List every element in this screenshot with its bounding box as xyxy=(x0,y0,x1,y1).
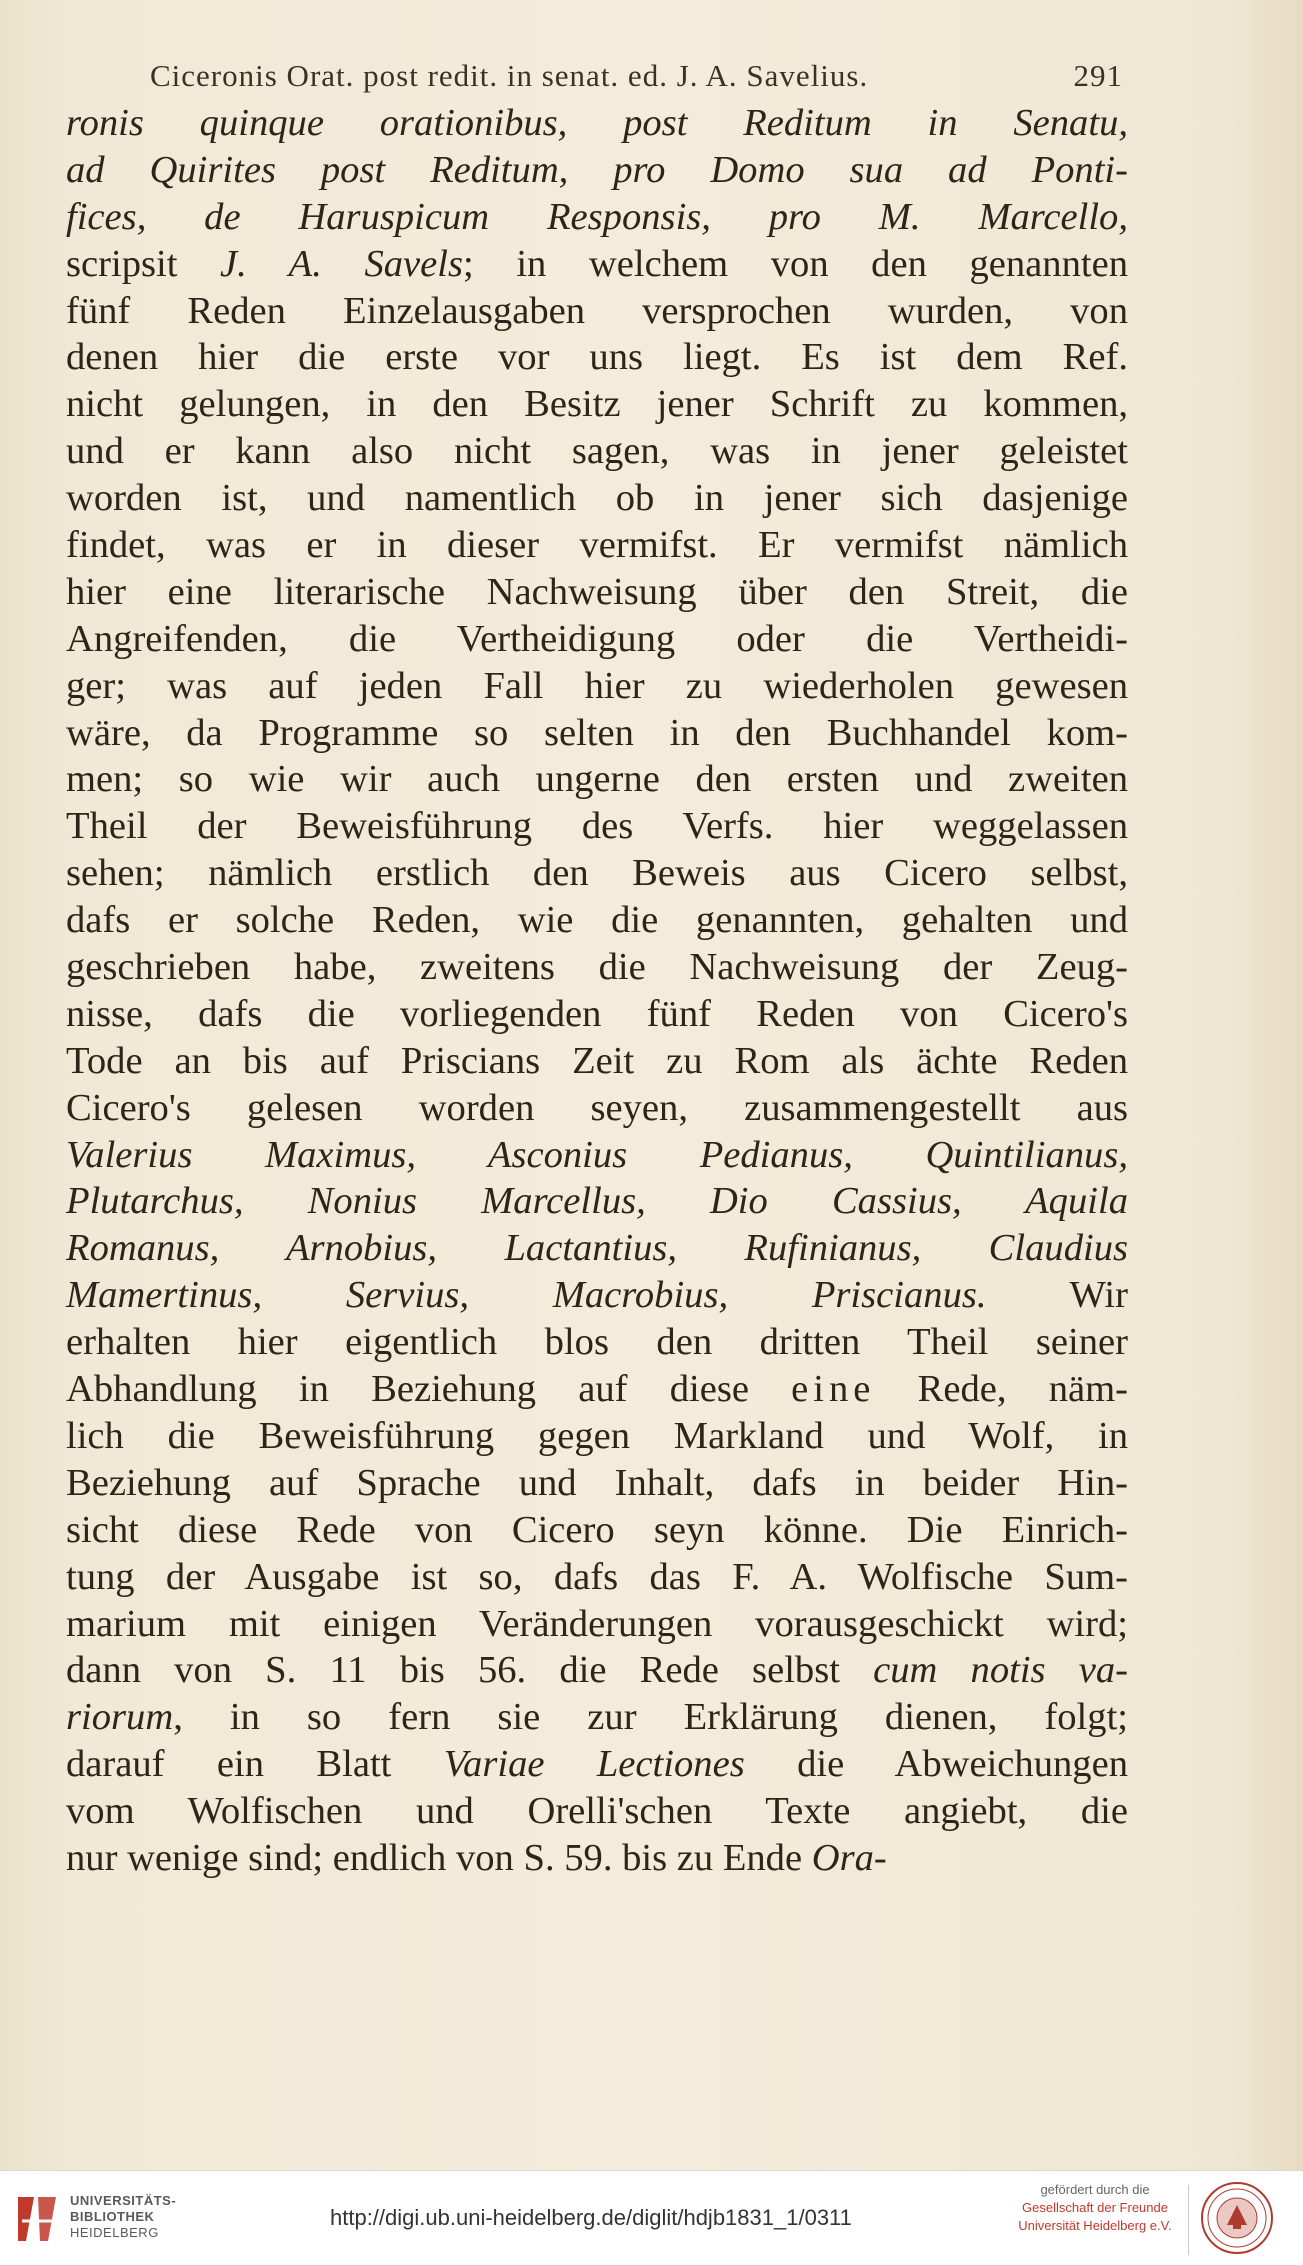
ub-heidelberg-logo-icon[interactable] xyxy=(14,2191,60,2247)
italic-segment: riorum xyxy=(66,1696,174,1739)
text-line xyxy=(66,522,1128,569)
text-line xyxy=(66,147,1128,194)
text-line xyxy=(66,1647,1128,1694)
text-line xyxy=(66,1085,1128,1132)
text-line xyxy=(66,1132,1128,1179)
text-line xyxy=(66,288,1128,335)
italic-segment: Valerius Maximus, Asconius Pedianus, Quintilianus, xyxy=(66,1133,1128,1176)
text-segment: Beziehung auf Sprache und Inhalt, dafs in beider Hin- xyxy=(66,1461,1128,1504)
library-name xyxy=(70,2193,176,2241)
text-segment: worden ist, und namentlich ob in jener sich dasjenige xyxy=(66,477,1128,520)
italic-segment: ronis quinque orationibus, post Reditum in Senatu, xyxy=(66,102,1128,144)
running-title: Ciceronis Orat. post redit. in senat. ed. J. A. Savelius. xyxy=(150,58,869,93)
university-seal-icon[interactable] xyxy=(1200,2181,1274,2255)
permalink-url[interactable]: http://digi.ub.uni-heidelberg.de/diglit/hdjb1831_1/0311 xyxy=(330,2205,852,2230)
sponsor-intro: gefördert durch die xyxy=(1040,2182,1150,2197)
text-segment: Wir xyxy=(986,1274,1128,1317)
library-name-line-2: BIBLIOTHEK xyxy=(70,2209,155,2224)
text-segment: dann von S. 11 bis 56. die Rede selbst xyxy=(66,1649,874,1692)
text-segment: vom Wolfischen und Orelli'schen Texte angiebt, die xyxy=(66,1790,1128,1833)
text-segment: marium mit einigen Veränderungen vorausgeschickt wird; xyxy=(66,1602,1128,1645)
text-line xyxy=(66,616,1128,663)
text-segment: lich die Beweisführung gegen Markland und Wolf, in xyxy=(66,1414,1128,1457)
italic-segment: Variae Lectiones xyxy=(443,1743,745,1786)
text-line xyxy=(66,944,1128,991)
text-line xyxy=(66,1178,1128,1225)
text-segment: dafs er solche Reden, wie die genannten, gehalten und xyxy=(66,899,1128,942)
italic-segment: fices, de Haruspicum Responsis, pro M. Marcello, xyxy=(66,195,1128,238)
text-segment: geschrieben habe, zweitens die Nachweisung der Zeug- xyxy=(66,946,1128,989)
text-line xyxy=(66,991,1128,1038)
text-segment: eine xyxy=(791,1368,876,1411)
text-segment: die Abweichungen xyxy=(744,1743,1128,1786)
running-header xyxy=(150,58,1123,94)
sponsor-org-line-1[interactable]: Gesellschaft der Freunde xyxy=(1022,2200,1168,2215)
italic-segment: J. A. Savels xyxy=(220,242,464,285)
text-segment: Angreifenden, die Vertheidigung oder die Vertheidi- xyxy=(66,617,1128,660)
italic-segment: Mamertinus, Servius, Macrobius, Priscianus. xyxy=(66,1274,987,1317)
text-segment: hier eine literarische Nachweisung über den Streit, die xyxy=(66,570,1128,613)
text-segment: Rede, näm- xyxy=(875,1368,1128,1411)
text-line xyxy=(66,663,1128,710)
text-segment: nur wenige sind; endlich von S. 59. bis zu Ende xyxy=(66,1836,812,1879)
text-line xyxy=(66,1741,1128,1788)
text-line xyxy=(66,803,1128,850)
text-segment: denen hier die erste vor uns liegt. Es ist dem Ref. xyxy=(66,336,1128,379)
text-segment: Tode an bis auf Priscians Zeit zu Rom als ächte Reden xyxy=(66,1039,1128,1082)
text-line xyxy=(66,850,1128,897)
italic-segment: ad Quirites post Reditum, pro Domo sua ad Ponti- xyxy=(66,148,1128,191)
sponsor-org-line-2[interactable]: Universität Heidelberg e.V. xyxy=(1018,2218,1172,2233)
text-line xyxy=(66,100,1128,147)
text-line xyxy=(66,1788,1128,1835)
italic-segment: Romanus, Arnobius, Lactantius, Rufinianus, Claudius xyxy=(66,1227,1128,1270)
text-segment: findet, was er in dieser vermifst. Er vermifst nämlich xyxy=(66,524,1128,567)
text-segment: scripsit xyxy=(66,242,221,285)
text-line xyxy=(66,1319,1128,1366)
library-name-line-3: HEIDELBERG xyxy=(70,2225,159,2240)
text-line xyxy=(66,1507,1128,1554)
text-line xyxy=(66,1413,1128,1460)
text-segment: Theil der Beweisführung des Verfs. hier weggelassen xyxy=(66,805,1128,848)
text-segment: ; in welchem von den genannten xyxy=(463,242,1129,285)
text-line xyxy=(66,428,1128,475)
text-segment: nicht gelungen, in den Besitz jener Schrift zu kommen, xyxy=(66,383,1128,426)
library-name-line-1: UNIVERSITÄTS- xyxy=(70,2193,177,2208)
text-segment: sicht diese Rede von Cicero seyn könne. Die Einrich- xyxy=(66,1508,1128,1551)
page-number: 291 xyxy=(1073,58,1123,93)
text-line xyxy=(66,1225,1128,1272)
text-segment: ger; was auf jeden Fall hier zu wiederholen gewesen xyxy=(66,664,1128,707)
text-segment: tung der Ausgabe ist so, dafs das F. A. Wolfische Sum- xyxy=(66,1555,1128,1598)
italic-segment: cum notis va- xyxy=(873,1649,1128,1692)
footer-divider xyxy=(1188,2185,1189,2255)
text-line xyxy=(66,1460,1128,1507)
text-segment: fünf Reden Einzelausgaben versprochen wurden, von xyxy=(66,289,1128,332)
text-segment: Abhandlung in Beziehung auf diese xyxy=(66,1368,792,1411)
text-line xyxy=(66,897,1128,944)
text-line xyxy=(66,194,1128,241)
text-line xyxy=(66,1601,1128,1648)
text-line xyxy=(66,1835,1128,1882)
text-line xyxy=(66,756,1128,803)
text-segment: wäre, da Programme so selten in den Buchhandel kom- xyxy=(66,711,1128,754)
text-line xyxy=(66,569,1128,616)
text-line xyxy=(66,1038,1128,1085)
text-line xyxy=(66,1694,1128,1741)
text-line xyxy=(66,1272,1128,1319)
text-segment: und er kann also nicht sagen, was in jener geleistet xyxy=(66,430,1128,473)
text-line xyxy=(66,475,1128,522)
text-segment: men; so wie wir auch ungerne den ersten und zweiten xyxy=(66,758,1128,801)
text-segment: Cicero's gelesen worden seyen, zusammengestellt aus xyxy=(66,1086,1128,1129)
text-line xyxy=(66,1554,1128,1601)
italic-segment: Plutarchus, Nonius Marcellus, Dio Cassius, Aquila xyxy=(66,1180,1128,1223)
text-segment: , in so fern sie zur Erklärung dienen, folgt; xyxy=(173,1696,1128,1739)
text-line xyxy=(66,334,1128,381)
text-segment: erhalten hier eigentlich blos den dritten Theil seiner xyxy=(66,1321,1128,1364)
viewer-footer xyxy=(0,2170,1303,2265)
text-segment: darauf ein Blatt xyxy=(66,1743,444,1786)
italic-segment: Ora- xyxy=(811,1836,887,1879)
text-line xyxy=(66,710,1128,757)
text-line xyxy=(66,381,1128,428)
text-segment: nisse, dafs die vorliegenden fünf Reden von Cicero's xyxy=(66,992,1128,1035)
text-segment: sehen; nämlich erstlich den Beweis aus Cicero selbst, xyxy=(66,852,1128,895)
sponsor-block xyxy=(1010,2181,1180,2235)
text-line xyxy=(66,241,1128,288)
body-text xyxy=(66,100,1128,1882)
text-line xyxy=(66,1366,1128,1413)
